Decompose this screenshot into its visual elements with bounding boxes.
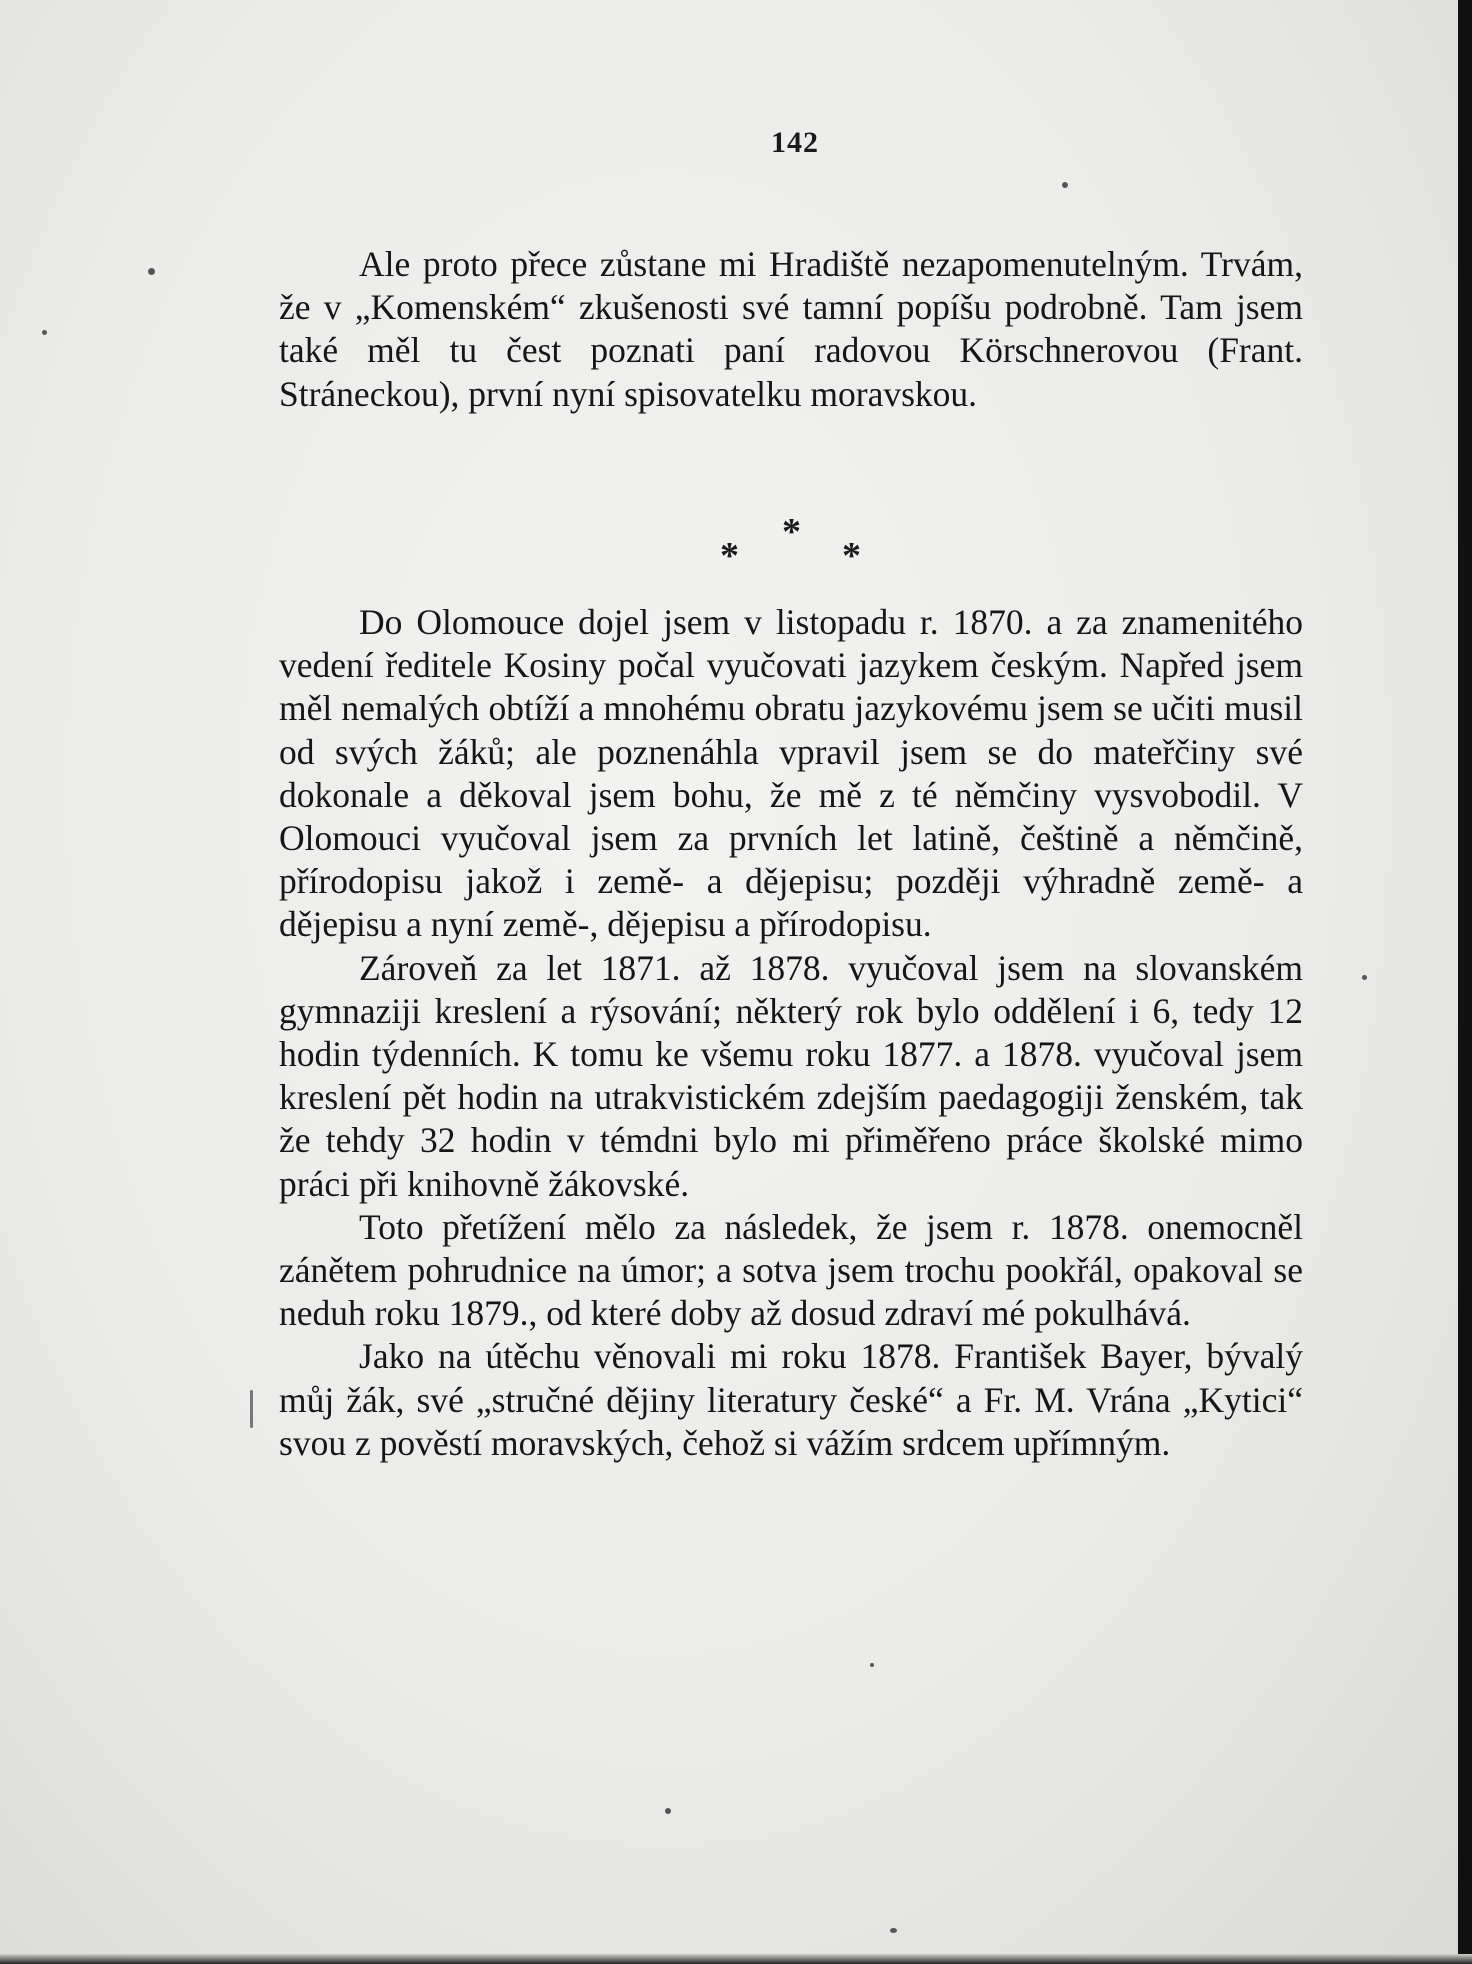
section-break-asterisks (700, 510, 880, 580)
scan-speck (148, 268, 155, 275)
scan-speck (1362, 975, 1367, 980)
paragraph: Zároveň za let 1871. až 1878. vyučoval jsem na slovanském gymnaziji kreslení a rýsování; některý rok bylo oddělení i 6, tedy 12 hodin týdenních. K tomu ke všemu roku 1877. a 1878. vyučoval jsem kreslení pět hodin na utrakvistickém zdejším paedagogiji ženském, tak že tehdy 32 hodin v témdni bylo mi přiměřeno práce školské mimo práci při knihovně žákovské. (279, 947, 1303, 1204)
scan-border-bottom (0, 1954, 1472, 1964)
asterisk-ornament: * (782, 511, 801, 553)
asterisk-ornament: * (720, 535, 739, 577)
paragraph: Ale proto přece zůstane mi Hradiště nezapomenutelným. Trvám, že v „Komenském“ zkušenosti své tamní popíšu podrobně. Tam jsem také měl tu čest poznati paní radovou Körschnerovou (Frant. Stráneckou), první nyní spisovatelku moravskou. (279, 244, 1303, 414)
paragraph: Jako na útěchu věnovali mi roku 1878. František Bayer, bývalý můj žák, své „stručné dějiny literatury české“ a Fr. M. Vrána „Kytici“ svou z pověstí moravských, čehož si vážím srdcem upřímným. (279, 1336, 1303, 1463)
paragraph: Toto přetížení mělo za následek, že jsem r. 1878. onemocněl zánětem pohrudnice na úmor; a sotva jsem trochu pookřál, opakoval se neduh roku 1879., od které doby až dosud zdraví mé pokulhává. (279, 1206, 1303, 1334)
scan-speck (250, 1390, 253, 1428)
scan-speck (1062, 182, 1068, 188)
asterisk-ornament: * (842, 535, 861, 577)
scan-speck (870, 1663, 874, 1667)
scan-speck (890, 1928, 897, 1933)
scan-border-right (1458, 0, 1472, 1964)
scan-speck (42, 330, 47, 335)
text-block-top (279, 243, 1303, 416)
text-block-main (279, 601, 1303, 1465)
paragraph: Do Olomouce dojel jsem v listopadu r. 1870. a za znamenitého vedení ředitele Kosiny počal vyučovati jazykem českým. Napřed jsem měl nemalých obtíží a mnohému obratu jazykovému jsem se učiti musil od svých žáků; ale poznenáhla vpravil jsem se do mateřčiny své dokonale a děkoval jsem bohu, že mě z té němčiny vysvobodil. V Olomouci vyučoval jsem za prvních let latině, češtině a němčině, přírodopisu jakož i země- a dějepisu; později výhradně země- a dějepisu a nyní země-, dějepisu a přírodopisu. (279, 602, 1303, 945)
page-number: 142 (771, 126, 819, 159)
scan-speck (665, 1808, 671, 1814)
